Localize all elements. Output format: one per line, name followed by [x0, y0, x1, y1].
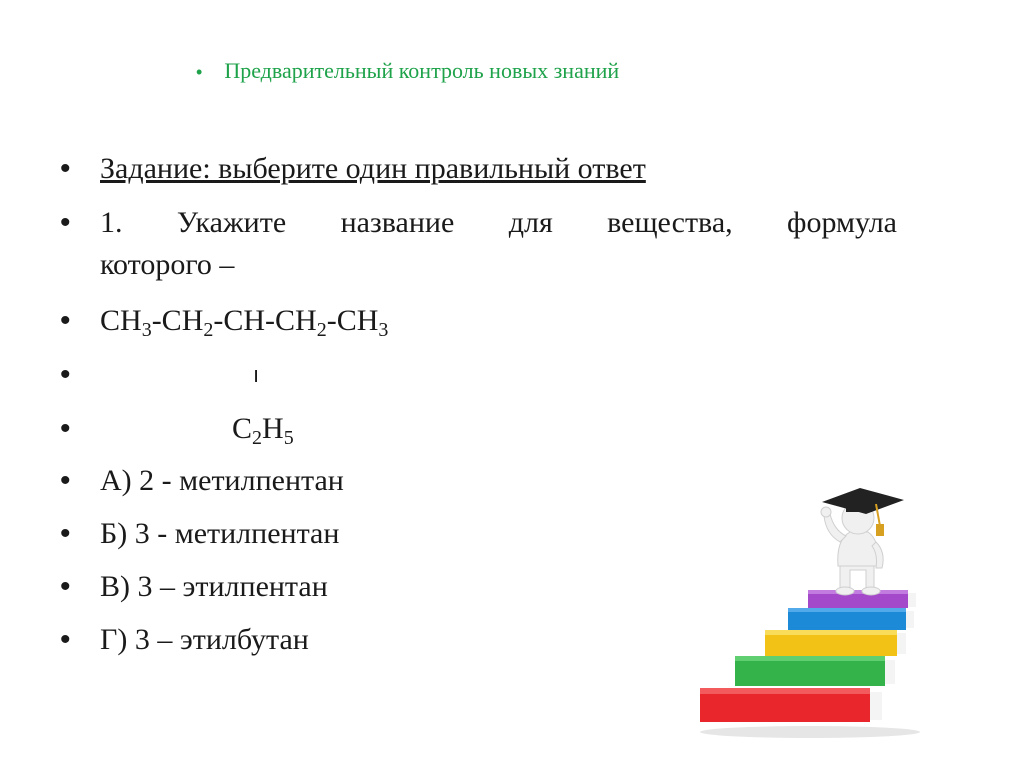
question-word: название	[340, 206, 455, 239]
graduate-figure	[821, 502, 883, 595]
bullet: •	[60, 464, 71, 497]
bullet: •	[60, 152, 71, 185]
slide-title: Предварительный контроль новых знаний	[224, 58, 620, 83]
formula-branch: $C_2H_5$	[232, 412, 294, 449]
question-word: для	[508, 206, 553, 239]
bullet: •	[60, 304, 71, 337]
answer-option-c: В) 3 – этилпентан	[100, 570, 328, 603]
red-book-icon	[700, 688, 882, 722]
question-word: Укажите	[176, 206, 287, 239]
question-word: 1.	[100, 206, 123, 239]
graduate-on-books-icon	[690, 470, 960, 740]
question-word: вещества,	[607, 206, 733, 239]
green-book-icon	[735, 656, 895, 686]
formula-bond: ı	[253, 362, 260, 387]
formula-main-chain: $CH_3-CH_2-CH-CH_2-CH_3$	[100, 304, 389, 341]
bullet: •	[60, 358, 71, 391]
question-line-1	[100, 204, 897, 242]
yellow-book-icon	[765, 630, 906, 656]
answer-option-b: Б) 3 - метилпентан	[100, 517, 340, 550]
slide-header	[196, 58, 619, 84]
blue-book-icon	[788, 608, 914, 630]
question-word: формула	[787, 206, 897, 239]
question-line-2: которого –	[100, 248, 235, 281]
purple-book-icon	[808, 590, 916, 608]
answer-option-d: Г) 3 – этилбутан	[100, 623, 309, 656]
bullet: •	[60, 206, 71, 239]
bullet: •	[60, 570, 71, 603]
task-instruction: Задание: выберите один правильный ответ	[100, 152, 646, 185]
answer-option-a: А) 2 - метилпентан	[100, 464, 344, 497]
bullet: •	[60, 517, 71, 550]
bullet: •	[60, 412, 71, 445]
header-bullet: •	[196, 62, 203, 82]
bullet: •	[60, 623, 71, 656]
